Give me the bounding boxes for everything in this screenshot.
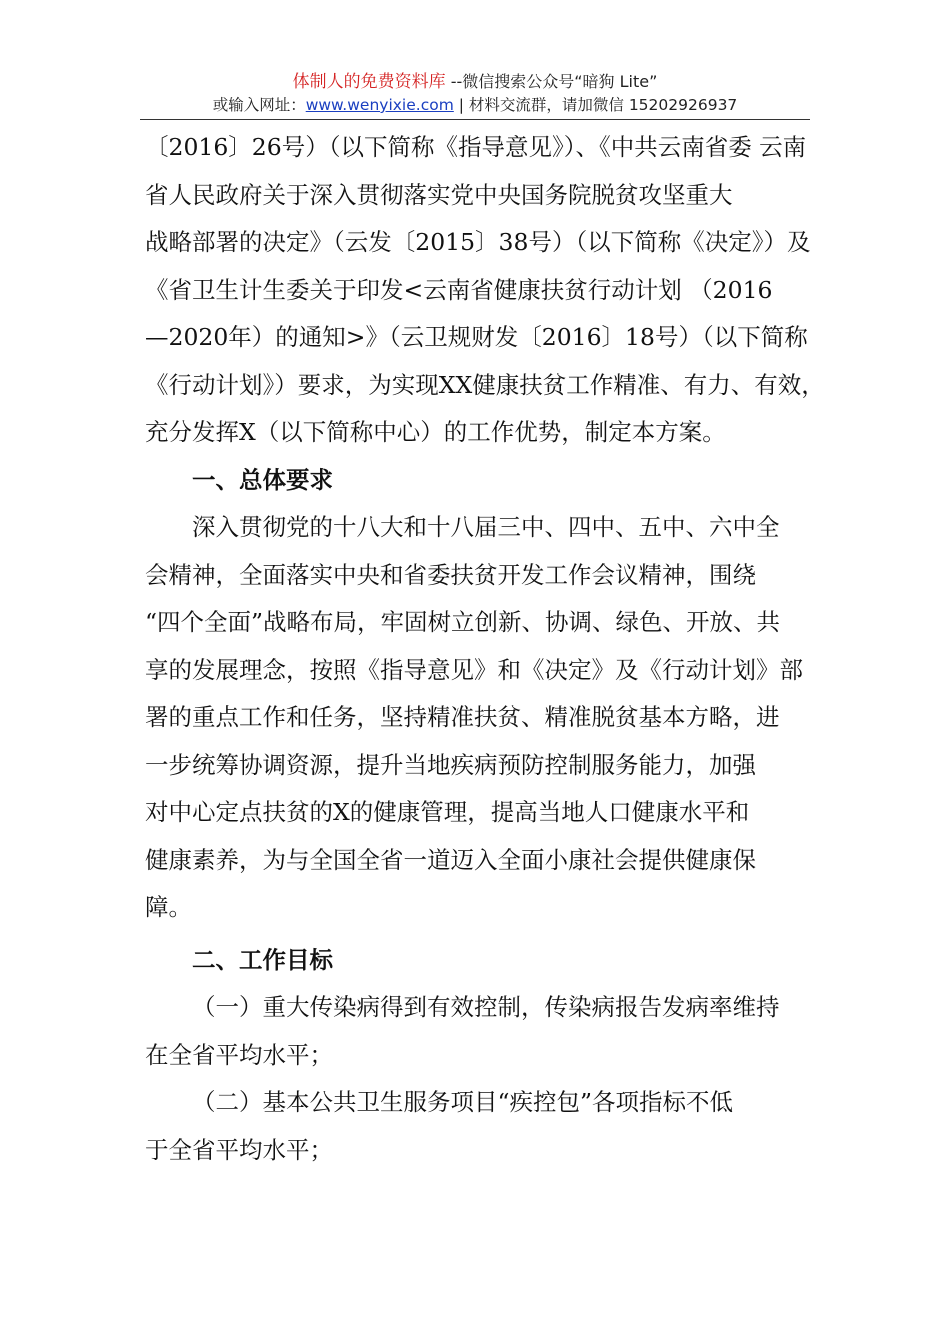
document-body [145,124,825,1174]
body-line: 深入贯彻党的十八大和十八届三中、四中、五中、六中全 [192,513,780,541]
body-line: （二）基本公共卫生服务项目“疾控包”各项指标不低 [192,1088,734,1116]
brand-title: 体制人的免费资料库 [292,72,446,92]
page-header [140,72,810,116]
body-line: 享的发展理念，按照《指导意见》和《决定》及《行动计划》部 [145,655,803,684]
body-line: “四个全面”战略布局，牢固树立创新、协调、绿色、开放、共 [145,608,781,636]
body-line: —2020年）的通知>》（云卫规财发〔2016〕18号）（以下简称 [145,323,808,351]
body-line: （一）重大传染病得到有效控制，传染病报告发病率维持 [192,993,780,1021]
body-line: 战略部署的决定》（云发〔2015〕38号）（以下简称《决定》）及 [145,228,811,256]
body-line: 《省卫生计生委关于印发<云南省健康扶贫行动计划 （2016 [145,275,773,304]
url-prefix: 或输入网址： [212,96,306,114]
body-line: 一步统筹协调资源，提升当地疾病预防控制服务能力，加强 [145,750,756,779]
body-line: 对中心定点扶贫的X的健康管理，提高当地人口健康水平和 [145,798,750,826]
header-divider [140,119,810,120]
header-line-2 [140,94,810,116]
website-link[interactable]: www.wenyixie.com [305,96,454,114]
body-line: 省人民政府关于深入贯彻落实党中央国务院脱贫攻坚重大 [145,180,733,209]
body-line: 〔2016〕26号）（以下简称《指导意见》）、《中共云南省委 云南 [145,133,807,161]
contact-info: | 材料交流群，请加微信 15202926937 [453,96,738,114]
section-heading-1: 一、总体要求 [192,465,333,494]
body-line: 于全省平均水平； [145,1135,333,1164]
header-line-1 [140,72,810,92]
header-tagline: --微信搜索公众号“暗狗 Lite” [445,72,658,91]
body-line: 健康素养，为与全国全省一道迈入全面小康社会提供健康保 [145,845,756,874]
body-line: 在全省平均水平； [145,1040,333,1069]
body-line: 署的重点工作和任务，坚持精准扶贫、精准脱贫基本方略，进 [145,703,780,731]
section-heading-2: 二、工作目标 [192,945,333,974]
body-line: 障。 [145,893,192,921]
body-line: 会精神，全面落实中央和省委扶贫开发工作会议精神，围绕 [145,560,756,589]
body-line: 《行动计划》）要求，为实现XX健康扶贫工作精准、有力、有效， [145,370,825,399]
body-line: 充分发挥X（以下简称中心）的工作优势，制定本方案。 [145,418,726,446]
